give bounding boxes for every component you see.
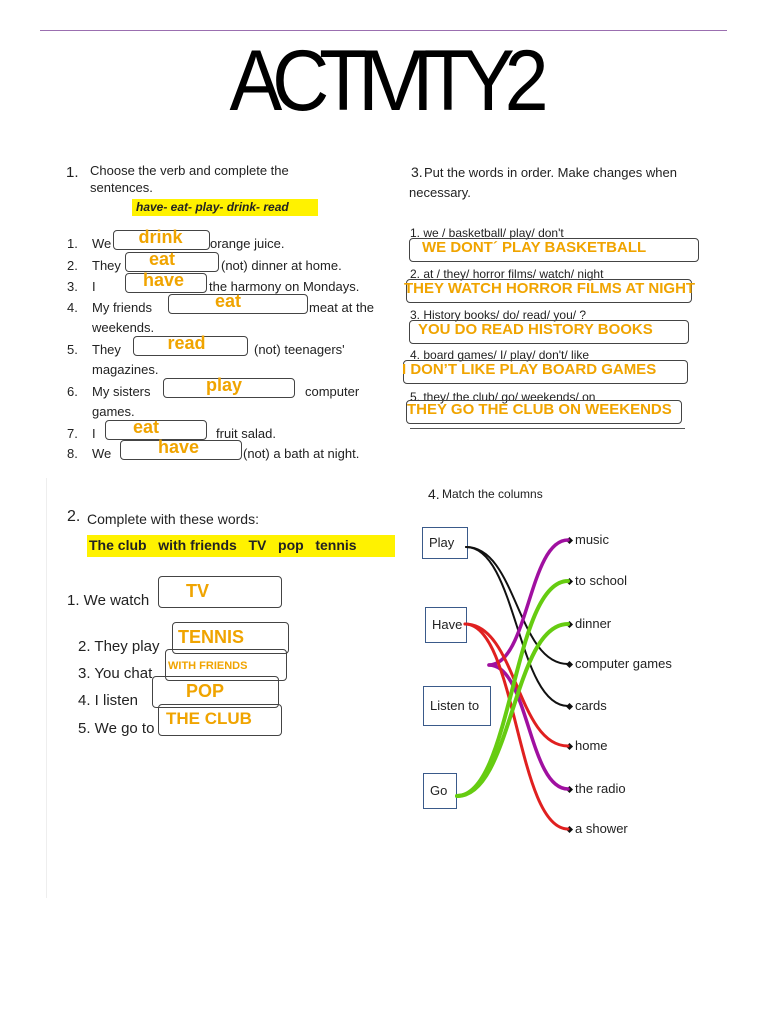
ex1-answer-text: eat [133,417,160,437]
match-line-have-shower [465,624,568,829]
match-left-label: Go [430,783,448,798]
ex1-item-number: 7. [67,426,78,441]
ex1-item-suffix: computer [305,384,360,399]
match-right-computer-games: computer games [575,656,672,671]
verb-list: have- eat- play- drink- read [136,200,289,214]
ex1-item-prefix: My sisters [92,384,151,399]
ex3-answer-text: I DON’T LIKE PLAY BOARD GAMES [402,361,657,378]
word-bank: The club with friends TV pop tennis [89,537,357,553]
ex1-answer-text: drink [138,227,183,247]
ex1-answer-text: play [206,375,243,395]
match-left-label: Have [432,617,463,632]
ex1-instruction: Choose the verb and complete the [90,163,289,178]
ex1-item-prefix: I [92,279,96,294]
ex3-prompt: 3. History books/ do/ read/ you/ ? [410,308,587,322]
match-right-home: home [575,738,608,753]
ex2-item-prefix: 5. We go to [78,720,155,737]
ex3-instruction: Put the words in order. Make changes when [424,165,677,180]
ex3-number: 3. [411,164,423,180]
ex3-instruction-2: necessary. [409,185,471,200]
page-title: ACTIVITY2 [229,33,539,129]
ex1-item-suffix: the harmony on Mondays. [209,279,360,294]
ex1-item-continuation: magazines. [92,362,159,377]
match-left-label: Play [429,535,455,550]
ex1-item-number: 1. [67,236,78,251]
ex2-item-prefix: 3. You chat [78,665,153,682]
match-right-to-school: to school [575,573,628,588]
ex1-item-prefix: We [92,446,112,461]
ex3-answer-text: WE DONT´ PLAY BASKETBALL [422,239,647,256]
ex2-item-prefix: 1. We watch [67,592,150,609]
ex1-item-suffix: (not) a bath at night. [243,446,360,461]
match-line-listen-music [489,540,568,665]
ex1-item-suffix: (not) dinner at home. [221,258,342,273]
ex3-prompt: 4. board games/ I/ play/ don't/ like [410,348,590,362]
ex2-item-prefix: 4. I listen [78,692,139,709]
ex4-instruction: Match the columns [442,487,543,501]
ex4-number: 4. [428,486,440,502]
ex3-prompt: 1. we / basketball/ play/ don't [410,226,564,240]
ex1-item-number: 5. [67,342,78,357]
ex1-number: 1. [66,164,79,181]
match-right-the-radio: the radio [575,781,626,796]
ex1-answer-text: have [143,270,185,290]
match-line-play-cards [466,547,568,706]
match-right-music: music [575,532,609,547]
match-right-a-shower: a shower [575,821,628,836]
match-right-cards: cards [575,698,607,713]
ex2-answer-text: POP [186,681,225,701]
ex1-item-number: 3. [67,279,78,294]
ex2-answer-text: THE CLUB [166,709,252,728]
ex1-item-continuation: weekends. [92,320,155,335]
ex1-item-prefix: They [92,342,121,357]
ex1-item-number: 2. [67,258,78,273]
ex1-item-number: 6. [67,384,78,399]
ex2-answer-text: TV [186,581,210,601]
ex1-item-continuation: games. [92,404,135,419]
ex2-instruction: Complete with these words: [87,511,259,527]
match-right-dinner: dinner [575,616,612,631]
ex1-answer-text: read [167,333,206,353]
ex2-answer-text: TENNIS [178,627,245,647]
ex1-item-prefix: I [92,426,96,441]
ex1-item-suffix: (not) teenagers' [254,342,345,357]
ex3-answer-text: THEY WATCH HORROR FILMS AT NIGHT [404,280,696,297]
ex3-prompt: 5. they/ the club/ go/ weekends/ on [410,390,596,404]
ex3-answer-text: YOU DO READ HISTORY BOOKS [418,321,653,338]
ex2-answer-text: WITH FRIENDS [168,660,248,672]
ex2-number: 2. [67,508,81,525]
ex1-item-number: 4. [67,300,78,315]
ex1-item-prefix: We [92,236,112,251]
ex1-answer-text: eat [215,291,242,311]
ex1-item-number: 8. [67,446,78,461]
ex1-answer-text: eat [149,249,176,269]
ex1-item-suffix: meat at the [309,300,375,315]
ex1-instruction-2: sentences. [90,180,153,195]
ex1-item-suffix: orange juice. [210,236,285,251]
ex1-item-prefix: My friends [92,300,152,315]
ex1-item-prefix: They [92,258,121,273]
ex1-answer-text: have [158,437,200,457]
ex1-item-suffix: fruit salad. [216,426,276,441]
match-line-play-computer-games [466,547,568,664]
match-left-label: Listen to [430,698,480,713]
ex3-answer-text: THEY GO THE CLUB ON WEEKENDS [407,401,672,418]
ex3-prompt: 2. at / they/ horror films/ watch/ night [410,267,604,281]
ex2-item-prefix: 2. They play [78,638,160,655]
match-line-go-dinner [457,624,568,796]
